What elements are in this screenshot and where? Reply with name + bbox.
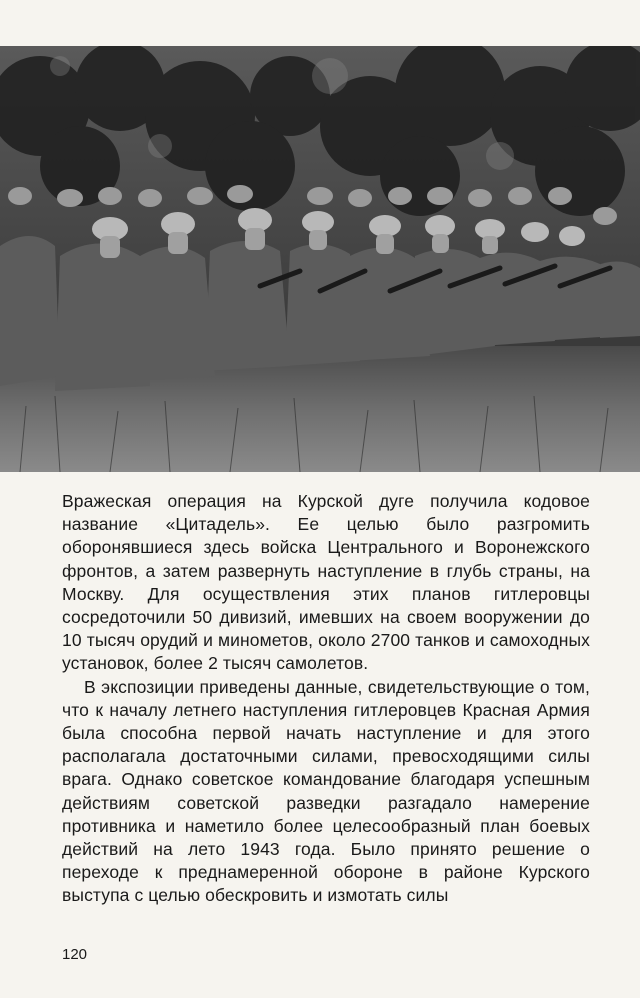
paragraph: В экспозиции приведены данные, свидетельствующие о том, что к началу летнего наступления гитлеровцев Красная Армия была способна первой начать наступление и для этого располагала достаточными силами, превосходящими силы врага. Однако советское командование благодаря успешным действиям советской разведки разгадало намерение противника и наметило более целесообразный план боевых действий на лето 1943 года. Было принято решение о переходе к преднамеренной обороне в районе Курского выступа с целью обескровить и измотать силы bbox=[62, 676, 590, 906]
paragraph: Вражеская операция на Курской дуге получила кодовое название «Цитадель». Ее целью было разгромить оборонявшиеся здесь войска Центрального и Воронежского фронтов, а затем развернуть наступление в глубь страны, на Москву. Для осуществления этих планов гитлеровцы сосредоточили 50 дивизий, имевших на своем вооружении до 10 тысяч орудий и минометов, около 2700 танков и самоходных установок, более 2 тысяч самолетов. bbox=[62, 491, 590, 674]
page-number: 120 bbox=[62, 946, 88, 963]
photo-soldiers bbox=[0, 46, 640, 472]
photo-soldiers-icon bbox=[0, 46, 640, 472]
body-text bbox=[62, 490, 590, 908]
